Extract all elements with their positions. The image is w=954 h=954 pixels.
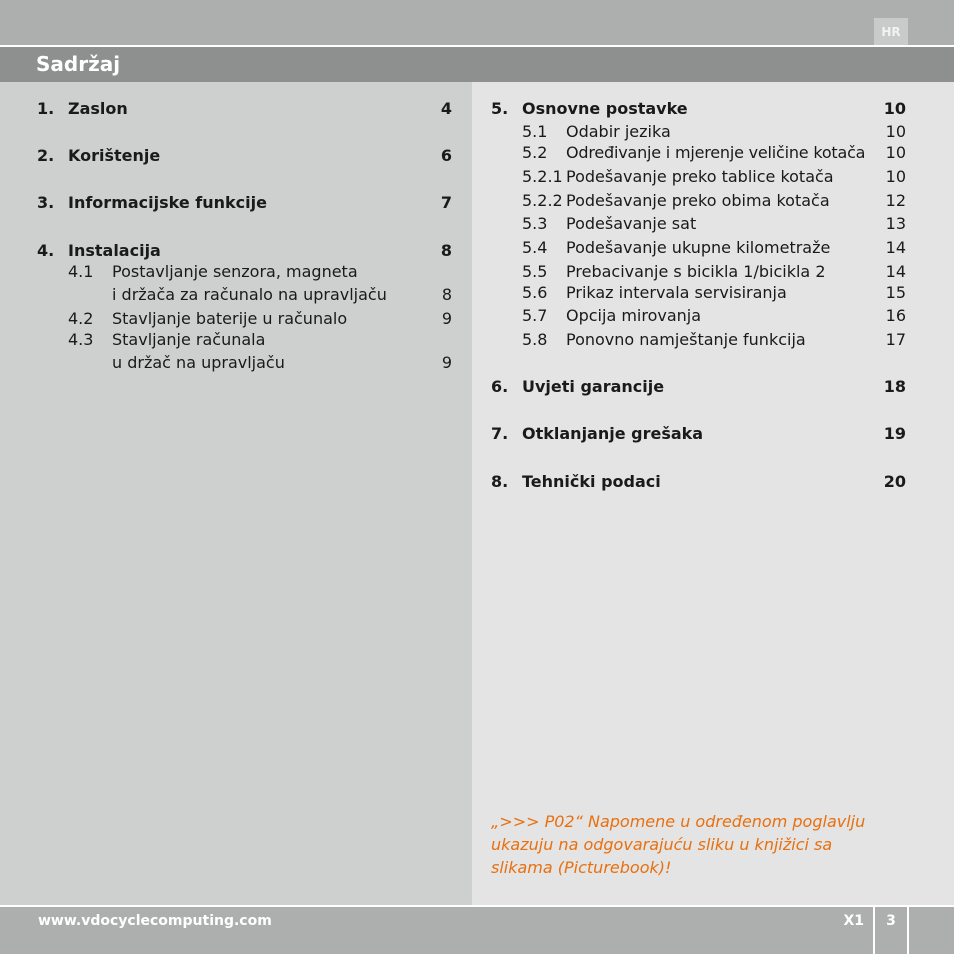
toc-page: 10 xyxy=(883,99,906,118)
toc-label-continued: u držač na upravljaču xyxy=(112,353,285,372)
toc-number: 5.1 xyxy=(522,122,548,141)
toc-number: 4.1 xyxy=(68,262,94,281)
toc-page: 6 xyxy=(440,146,452,165)
toc-label: Otklanjanje grešaka xyxy=(522,424,704,443)
toc-number: 5.2 xyxy=(522,143,548,162)
toc-number: 6. xyxy=(491,377,509,396)
toc-page: 14 xyxy=(885,238,906,257)
toc-number: 7. xyxy=(491,424,509,443)
toc-page: 12 xyxy=(885,191,906,210)
toc-number: 3. xyxy=(37,193,55,212)
toc-label: Stavljanje baterije u računalo xyxy=(112,309,348,328)
toc-page: 15 xyxy=(885,283,906,302)
toc-label: Prebacivanje s bicikla 1/bicikla 2 xyxy=(566,262,826,281)
toc-label: Podešavanje preko tablice kotača xyxy=(566,167,834,186)
toc-label: Podešavanje preko obima kotača xyxy=(566,191,830,210)
toc-page: 10 xyxy=(885,143,906,162)
toc-number: 5.2.2 xyxy=(522,191,563,210)
toc-label: Stavljanje računala xyxy=(112,330,266,349)
toc-label: Uvjeti garancije xyxy=(522,377,665,396)
toc-label: Instalacija xyxy=(68,241,161,260)
toc-number: 1. xyxy=(37,99,55,118)
toc-page: 7 xyxy=(440,193,452,212)
toc-label: Odabir jezika xyxy=(566,122,671,141)
page-number: 3 xyxy=(886,913,896,929)
toc-number: 2. xyxy=(37,146,55,165)
toc-label: Zaslon xyxy=(68,99,128,118)
note-line: „>>> P02“ Napomene u određenom poglavlju xyxy=(491,812,866,831)
toc-label: Podešavanje sat xyxy=(566,214,697,233)
toc-page: 20 xyxy=(883,472,906,491)
toc-page: 4 xyxy=(440,99,452,118)
toc-number: 5.6 xyxy=(522,283,548,302)
toc-number: 5.8 xyxy=(522,330,548,349)
toc-page: 9 xyxy=(441,353,452,372)
toc-page: 10 xyxy=(885,167,906,186)
language-tag: HR xyxy=(874,18,908,45)
toc-label: Prikaz intervala servisiranja xyxy=(566,283,787,302)
toc-page: 19 xyxy=(883,424,906,443)
toc-page: 13 xyxy=(885,214,906,233)
website-link[interactable]: www.vdocyclecomputing.com xyxy=(38,913,272,929)
toc-page: 17 xyxy=(885,330,906,349)
toc-number: 4.3 xyxy=(68,330,94,349)
toc-number: 5.5 xyxy=(522,262,548,281)
toc-number: 4.2 xyxy=(68,309,94,328)
toc-page: 9 xyxy=(441,309,452,328)
toc-number: 5.2.1 xyxy=(522,167,563,186)
footer-divider xyxy=(907,907,909,954)
toc-label: Određivanje i mjerenje veličine kotača xyxy=(566,143,866,162)
toc-page: 14 xyxy=(885,262,906,281)
toc-page: 16 xyxy=(885,306,906,325)
toc-number: 5.7 xyxy=(522,306,548,325)
toc-page: 10 xyxy=(885,122,906,141)
note-line: slikama (Picturebook)! xyxy=(491,858,672,877)
toc-number: 5. xyxy=(491,99,509,118)
picturebook-note xyxy=(491,810,911,879)
toc-number: 5.4 xyxy=(522,238,548,257)
toc-label: Podešavanje ukupne kilometraže xyxy=(566,238,831,257)
toc-label: Tehnički podaci xyxy=(522,472,661,491)
toc-number: 4. xyxy=(37,241,55,260)
toc-label-continued: i držača za računalo na upravljaču xyxy=(112,285,387,304)
toc-label: Informacijske funkcije xyxy=(68,193,267,212)
toc-page: 18 xyxy=(883,377,906,396)
toc-page: 8 xyxy=(441,285,452,304)
toc-label: Ponovno namještanje funkcija xyxy=(566,330,806,349)
top-band xyxy=(0,0,954,45)
toc-number: 8. xyxy=(491,472,509,491)
toc-label: Postavljanje senzora, magneta xyxy=(112,262,358,281)
toc-page: 8 xyxy=(440,241,452,260)
toc-label: Osnovne postavke xyxy=(522,99,688,118)
toc-label: Korištenje xyxy=(68,146,161,165)
toc-label: Opcija mirovanja xyxy=(566,306,702,325)
page-title: Sadržaj xyxy=(36,52,121,76)
toc-number: 5.3 xyxy=(522,214,548,233)
note-line: ukazuju na odgovarajuću sliku u knjižici sa xyxy=(491,835,833,854)
title-bar xyxy=(0,47,954,82)
model-label: X1 xyxy=(843,913,864,929)
